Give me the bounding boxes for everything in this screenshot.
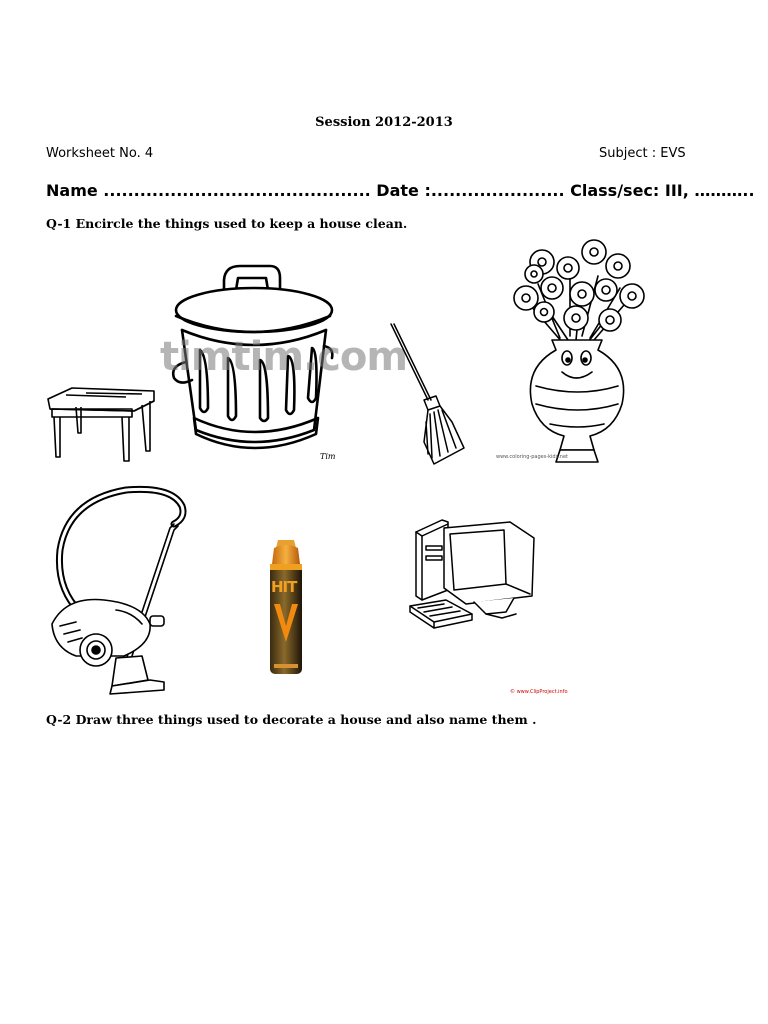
flower-vase-icon [490, 236, 670, 466]
session-title: Session 2012-2013 [315, 115, 453, 130]
question-1: Q-1 Encircle the things used to keep a house clean. [46, 216, 408, 231]
student-details-line: Name ............................................ Date :...................... Class/sec: III, ……….. [46, 181, 755, 200]
table-icon [46, 385, 158, 467]
dustbin-watermark: timtim.com [160, 334, 408, 380]
computer-icon [406, 518, 538, 630]
subject-label: Subject : EVS [599, 146, 686, 161]
vacuum-cleaner-icon [46, 484, 188, 696]
insect-spray-icon [266, 538, 306, 680]
spray-brand-label: HIT [271, 578, 297, 596]
computer-credit: © www.ClipProject.info [510, 689, 568, 695]
broom-icon [388, 322, 468, 467]
dustbin-icon [160, 258, 408, 463]
question-2: Q-2 Draw three things used to decorate a house and also name them . [46, 712, 537, 727]
vase-credit: www.coloring-pages-kids.net [496, 454, 569, 460]
dustbin-signature: Tim [320, 452, 336, 461]
worksheet-number: Worksheet No. 4 [46, 146, 154, 161]
